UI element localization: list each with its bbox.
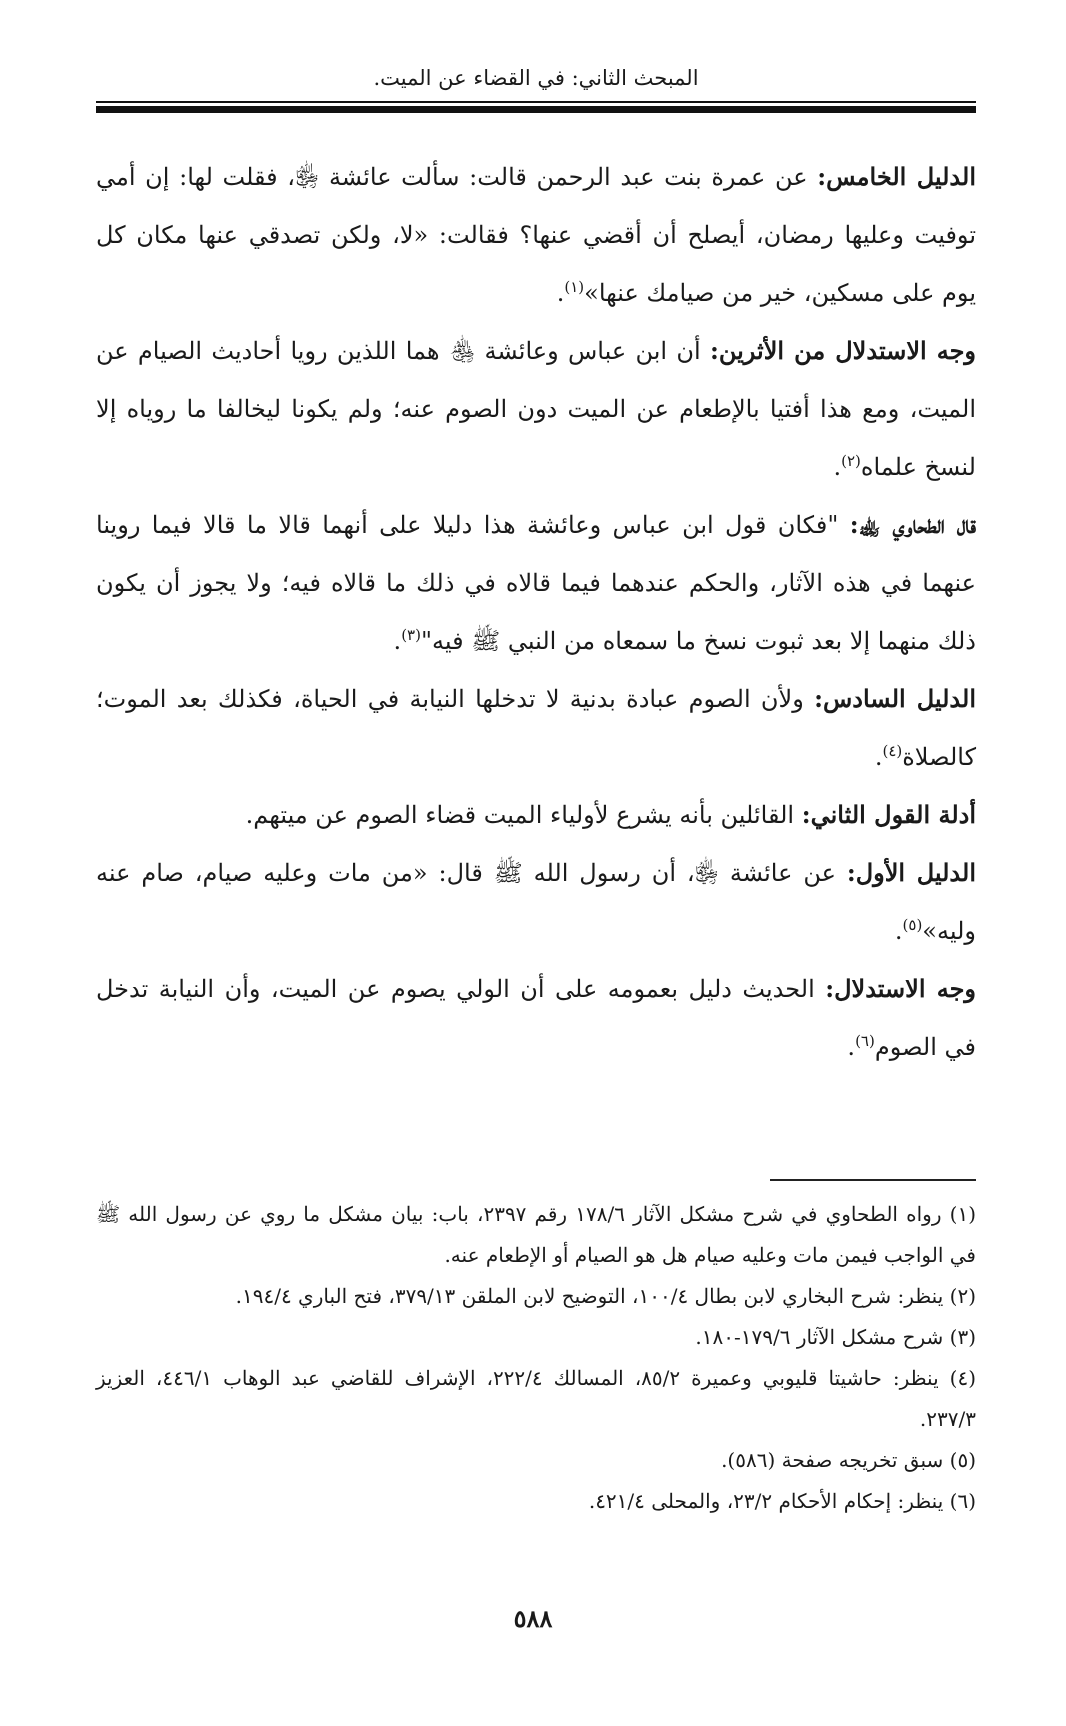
paragraph-tahawi-quote [96,496,976,670]
paragraph-text: عن عائشة ﵂، أن رسول الله ﷺ قال: «من مات وعليه صيام، صام عنه وليه» [96,859,976,945]
paragraph-label: وجه الاستدلال من الأثرين: [709,336,976,365]
footnote-ref[interactable]: (١) [564,278,585,296]
footnote-1: (١) رواه الطحاوي في شرح مشكل الآثار ١٧٨/٦ رقم ٢٣٩٧، باب: بيان مشكل ما روي عن رسول الله ﷺ في الواجب فيمن مات وعليه صيام هل هو الصيام أو الإطعام عنه. [96,1202,976,1267]
paragraph-end: . [393,627,402,655]
paragraph-inference-two-reports [96,322,976,496]
paragraph-label: الدليل الخامس: [817,162,976,191]
footnotes [96,1194,976,1522]
paragraph-sixth-evidence [96,670,976,786]
footnote-ref[interactable]: (٥) [902,916,923,934]
paragraph-end: . [556,279,565,307]
footnote-ref[interactable]: (٦) [855,1032,875,1050]
paragraph-end: . [894,917,903,945]
footnote-2: (٢) ينظر: شرح البخاري لابن بطال ١٠٠/٤، التوضيح لابن الملقن ٣٧٩/١٣، فتح الباري ١٩٤/٤. [235,1284,976,1308]
footnote-4: (٤) ينظر: حاشيتا قليوبي وعميرة ٨٥/٢، المسالك ٢٢٢/٤، الإشراف للقاضي عبد الوهاب ٤٤٦/١، العزيز ٢٣٧/٣. [96,1366,976,1431]
footnote-ref[interactable]: (٣) [401,626,421,644]
page-number: ٥٨٨ [513,1604,553,1633]
header-rule-thick [96,106,976,113]
main-text [96,148,976,1076]
paragraph-label: الدليل الأول: [846,858,977,887]
footnote-ref[interactable]: (٢) [841,452,861,470]
paragraph-text: أن ابن عباس وعائشة ﵃ هما اللذين رويا أحاديث الصيام عن الميت، ومع هذا أفتيا بالإطعام عن الميت دون الصوم عنه؛ ولم يكونا ليخالفا ما روياه إلا لنسخ علماه [96,337,976,481]
paragraph-end: . [833,453,842,481]
paragraph-end: . [847,1033,856,1061]
paragraph-label: أدلة القول الثاني: [801,800,976,829]
paragraph-inference [96,960,976,1076]
paragraph-text: ولأن الصوم عبادة بدنية لا تدخلها النيابة في الحياة، فكذلك بعد الموت؛ كالصلاة [96,685,976,771]
paragraph-text: القائلين بأنه يشرع لأولياء الميت قضاء الصوم عن ميتهم. [245,801,802,829]
paragraph-label: وجه الاستدلال: [825,974,977,1003]
paragraph-first-evidence [96,844,976,960]
footnote-ref[interactable]: (٤) [882,742,903,760]
footnote-5: (٥) سبق تخريجه صفحة (٥٨٦). [721,1448,976,1472]
paragraph-end: . [874,743,883,771]
paragraph-text: "فكان قول ابن عباس وعائشة هذا دليلا على أنهما قالا ما قالا فيما روينا عنهما في هذه الآثار، والحكم عندهما فيما قالاه في ذلك ما قالاه فيه؛ ولا يجوز أن يكون ذلك منهما إلا بعد ثبوت نسخ ما سمعاه من النبي ﷺ فيه" [96,511,976,655]
footnote-separator [770,1179,976,1181]
paragraph-fifth-evidence [96,148,976,322]
paragraph-text: الحديث دليل بعمومه على أن الولي يصوم عن الميت، وأن النيابة تدخل في الصوم [96,975,976,1061]
paragraph-text: عن عمرة بنت عبد الرحمن قالت: سألت عائشة ﵂، فقلت لها: إن أمي توفيت وعليها رمضان، أيصلح أن أقضي عنها؟ فقالت: «لا، ولكن تصدقي عنها مكان كل يوم على مسكين، خير من صيامك عنها» [96,163,976,307]
running-header: المبحث الثاني: في القضاء عن الميت. [373,66,699,90]
paragraph-label: قال الطحاوي ﵀: [849,510,976,539]
footnote-6: (٦) ينظر: إحكام الأحكام ٢٣/٢، والمحلى ٤٢١/٤. [588,1489,976,1513]
header-rule-thin [96,101,976,103]
footnote-3: (٣) شرح مشكل الآثار ١٧٩/٦-١٨٠. [695,1325,976,1349]
paragraph-second-opinion-evidence [96,786,976,844]
paragraph-label: الدليل السادس: [814,684,976,713]
